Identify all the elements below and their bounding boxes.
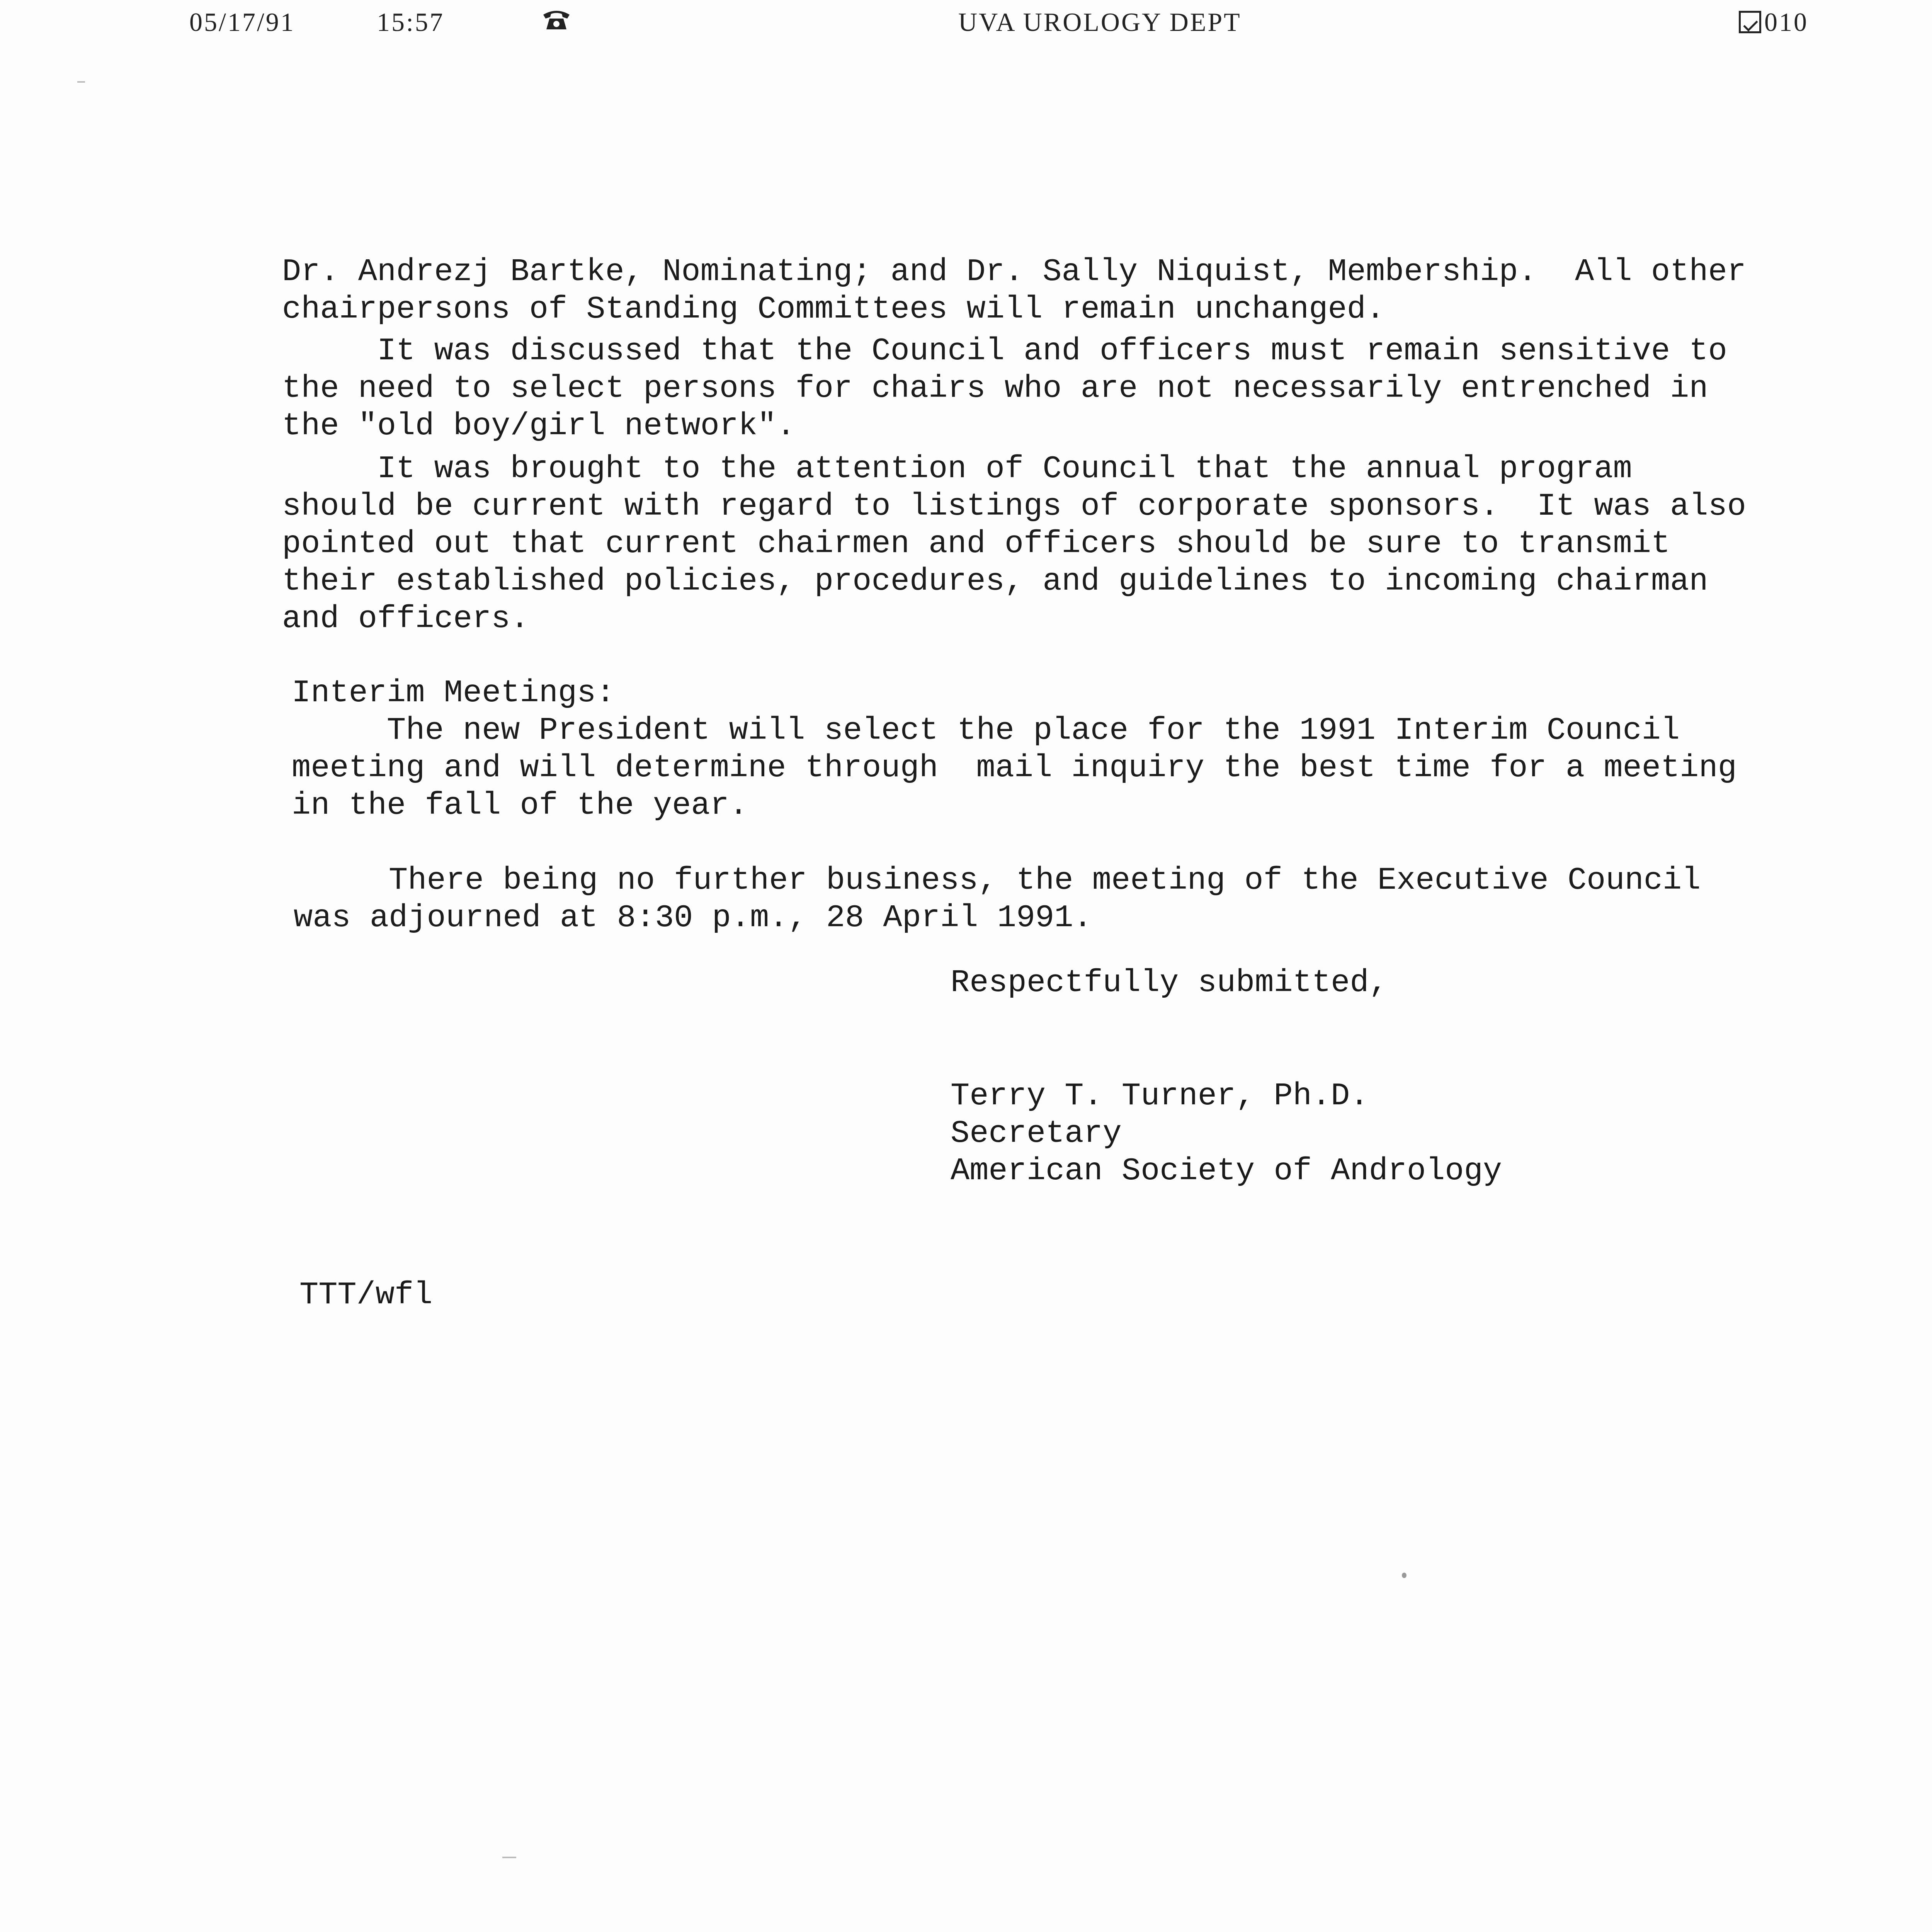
text-line: The new President will select the place for the 1991 Interim Council xyxy=(292,713,1680,748)
checkbox-icon xyxy=(1739,11,1761,33)
fax-department: UVA UROLOGY DEPT xyxy=(958,7,1242,37)
scan-mark xyxy=(502,1857,516,1858)
signatory-name: Terry T. Turner, Ph.D. xyxy=(951,1078,1369,1114)
text-line: and officers. xyxy=(282,601,529,637)
text-line: meeting and will determine through mail inquiry the best time for a meeting xyxy=(292,750,1737,786)
text-line: It was brought to the attention of Council that the annual program xyxy=(282,451,1632,487)
text-line: It was discussed that the Council and officers must remain sensitive to xyxy=(282,333,1727,369)
signatory-organization: American Society of Andrology xyxy=(951,1153,1502,1189)
typist-initials: TTT/wfl xyxy=(299,1277,433,1313)
fax-header xyxy=(0,7,1932,49)
text-line: the need to select persons for chairs who are not necessarily entrenched in xyxy=(282,371,1708,406)
paragraph-sensitivity xyxy=(282,332,1731,445)
closing-salutation: Respectfully submitted, xyxy=(951,965,1388,1001)
paragraph-adjournment xyxy=(294,862,1743,937)
text-line: the "old boy/girl network". xyxy=(282,408,796,444)
scan-speck xyxy=(1402,1573,1406,1578)
telephone-icon xyxy=(541,6,572,33)
signatory-title: Secretary xyxy=(951,1116,1122,1151)
text-line: was adjourned at 8:30 p.m., 28 April 1991. xyxy=(294,900,1092,936)
scan-mark xyxy=(77,81,85,83)
text-line: chairpersons of Standing Committees will remain unchanged. xyxy=(282,291,1385,327)
fax-time: 15:57 xyxy=(377,7,444,37)
paragraph-annual-program xyxy=(282,450,1747,638)
text-line: in the fall of the year. xyxy=(292,787,748,823)
text-line: their established policies, procedures, and guidelines to incoming chairman xyxy=(282,563,1708,599)
text-line: should be current with regard to listings of corporate sponsors. It was also xyxy=(282,488,1747,524)
fax-date: 05/17/91 xyxy=(189,7,295,37)
text-line: There being no further business, the meeting of the Executive Council xyxy=(294,862,1701,898)
section-heading-interim-meetings: Interim Meetings: xyxy=(292,675,615,711)
fax-page-code xyxy=(1739,7,1808,37)
text-line: pointed out that current chairmen and officers should be sure to transmit xyxy=(282,526,1670,562)
paragraph-interim-meeting xyxy=(292,712,1741,824)
text-line: Dr. Andrezj Bartke, Nominating; and Dr. Sally Niquist, Membership. All other xyxy=(282,254,1747,290)
fax-page-code-text: 010 xyxy=(1764,7,1808,37)
paragraph-committees xyxy=(282,253,1747,328)
